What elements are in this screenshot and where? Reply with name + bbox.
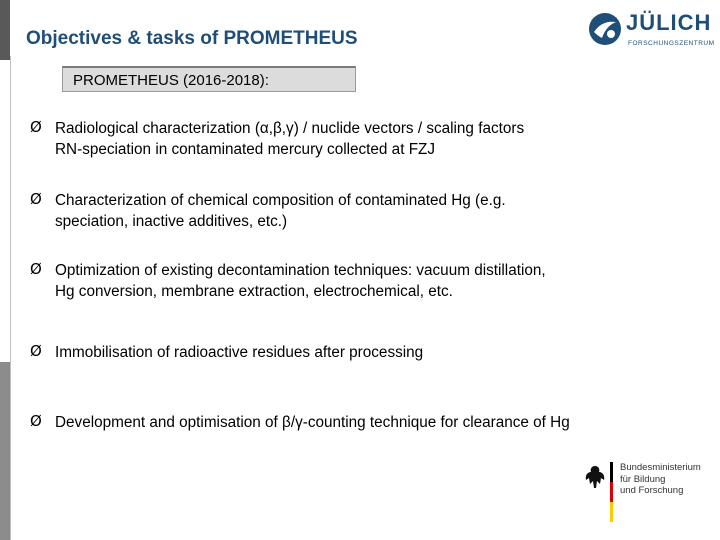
arrow-bullet-icon: Ø (30, 118, 42, 136)
flag-stripe-black (610, 462, 613, 482)
funder-line: für Bildung (620, 473, 666, 485)
bullet-line: Characterization of chemical composition of contaminated Hg (e.g. (55, 192, 506, 209)
arrow-bullet-icon: Ø (30, 412, 42, 430)
bullet-line: Immobilisation of radioactive residues after processing (55, 344, 424, 361)
project-period-box (62, 66, 356, 92)
julich-logo (588, 10, 714, 52)
bullet-line: speciation, inactive additives, etc.) (55, 213, 288, 230)
federal-eagle-icon (584, 464, 606, 496)
arrow-bullet-icon: Ø (30, 190, 42, 208)
logo-subtitle: FORSCHUNGSZENTRUM (628, 40, 715, 47)
bullet-line: Development and optimisation of β/γ-counting technique for clearance of Hg (55, 414, 570, 431)
bullet-line: Optimization of existing decontamination techniques: vacuum distillation, (55, 262, 546, 279)
bmbf-logo (584, 462, 701, 522)
bullet-line: RN-speciation in contaminated mercury collected at FZJ (55, 141, 436, 158)
arrow-bullet-icon: Ø (30, 342, 42, 360)
arrow-bullet-icon: Ø (30, 260, 42, 278)
funder-line: Bundesministerium (620, 462, 701, 473)
julich-logo-mark-icon (588, 12, 622, 46)
flag-stripe-gold (610, 502, 613, 522)
left-accent-bar-dark (0, 0, 10, 60)
project-period-label: PROMETHEUS (2016-2018): (73, 72, 269, 89)
left-accent-bar-mid (0, 362, 10, 540)
left-accent-bar-light (0, 60, 10, 360)
bullet-line: Hg conversion, membrane extraction, electrochemical, etc. (55, 283, 453, 300)
slide-title: Objectives & tasks of PROMETHEUS (26, 28, 358, 49)
flag-stripe-red (610, 482, 613, 502)
left-divider (10, 56, 11, 540)
logo-wordmark: JÜLICH (626, 10, 712, 35)
funder-line: und Forschung (620, 485, 684, 496)
bullet-line: Radiological characterization (α,β,γ) / nuclide vectors / scaling factors (55, 120, 525, 137)
